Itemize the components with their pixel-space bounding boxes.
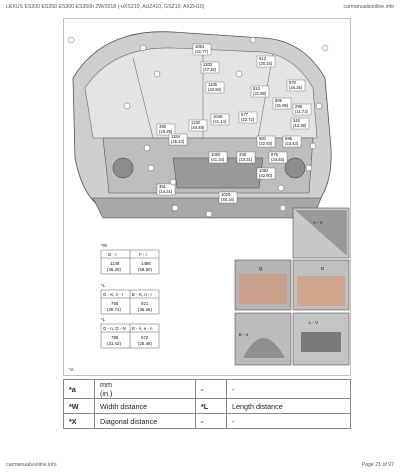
svg-text:(31.42): (31.42) xyxy=(107,341,121,346)
svg-text:(31.69): (31.69) xyxy=(275,103,289,108)
legend-description: Width distance xyxy=(95,399,196,414)
callout-3: 512 xyxy=(259,56,266,61)
svg-text:F - i: F - i xyxy=(139,252,147,257)
svg-text:G - r: G - r xyxy=(108,252,117,257)
svg-text:(41.77): (41.77) xyxy=(195,49,209,54)
svg-text:(34.25): (34.25) xyxy=(289,85,303,90)
svg-text:(34.45): (34.45) xyxy=(271,157,285,162)
callout-11: 490 xyxy=(159,124,166,129)
legend-description-2: - xyxy=(227,414,351,429)
svg-text:(22.72): (22.72) xyxy=(241,117,255,122)
figure-code: *A xyxy=(69,367,74,372)
svg-text:(23.43): (23.43) xyxy=(285,141,299,146)
svg-text:G - K, n - r: G - K, n - r xyxy=(103,292,124,297)
callout-14: 340 xyxy=(293,118,300,123)
svg-text:(36.26): (36.26) xyxy=(138,307,152,312)
callout-15: 580 xyxy=(259,136,266,141)
svg-text:(29.72): (29.72) xyxy=(107,307,121,312)
detail-inset-mid-right xyxy=(293,260,349,310)
svg-text:921: 921 xyxy=(141,301,149,306)
svg-text:(40.16): (40.16) xyxy=(221,197,235,202)
callout-5: 810 xyxy=(253,86,260,91)
svg-text:E - K, n - r: E - K, n - r xyxy=(132,292,153,297)
legend-row xyxy=(64,414,351,429)
svg-text:(31.89): (31.89) xyxy=(253,91,267,96)
svg-text:(43.50): (43.50) xyxy=(208,87,222,92)
callout-9: 1130 xyxy=(191,120,201,125)
callout-8: 577 xyxy=(241,112,248,117)
page-number: Page 21 of 97 xyxy=(361,462,394,468)
legend-symbol: *X xyxy=(64,414,95,429)
legend-table xyxy=(63,379,351,429)
legend-row xyxy=(64,380,351,399)
detail-inset-bottom-left xyxy=(235,313,291,365)
svg-text:(20.16): (20.16) xyxy=(259,61,273,66)
car-body-illustration xyxy=(63,18,351,376)
callout-22: 875 xyxy=(271,152,278,157)
callout-17: 1050 xyxy=(211,152,221,157)
svg-text:(44.49): (44.49) xyxy=(191,125,205,130)
svg-text:(22.83): (22.83) xyxy=(259,141,273,146)
callout-7: 805 xyxy=(275,98,282,103)
callout-12: 1154 xyxy=(171,134,181,139)
svg-text:(47.32): (47.32) xyxy=(203,67,217,72)
svg-text:1148: 1148 xyxy=(110,261,120,266)
detail-inset-bottom-right xyxy=(293,313,349,365)
callout-18: 338 xyxy=(239,152,246,157)
svg-text:G - n, G - N: G - n, G - N xyxy=(103,326,126,331)
legend-description: Diagonal distance xyxy=(95,414,196,429)
svg-text:(42.60): (42.60) xyxy=(259,173,273,178)
legend-symbol-2: *L xyxy=(196,399,227,414)
detail-inset-top xyxy=(293,208,349,258)
svg-text:(41.14): (41.14) xyxy=(213,119,227,124)
svg-text:(45.20): (45.20) xyxy=(107,267,121,272)
svg-text:(13.39): (13.39) xyxy=(293,123,307,128)
header-title: LEXUS ES200 ES250 ES300 ES350h 2W/2018 (-uXS210, AUZ410, GSZ10, AXZH10) xyxy=(6,4,205,10)
callout-21: 1020 xyxy=(221,192,231,197)
callout-13: 298 xyxy=(295,104,302,109)
legend-description: mm (in.) xyxy=(95,380,196,399)
svg-text:(45.43): (45.43) xyxy=(171,139,185,144)
callout-16: 595 xyxy=(285,136,292,141)
svg-text:(41.34): (41.34) xyxy=(211,157,225,162)
svg-text:*W: *W xyxy=(101,243,107,248)
callout-10: 1045 xyxy=(213,114,223,119)
svg-text:672: 672 xyxy=(141,335,149,340)
legend-row xyxy=(64,399,351,414)
svg-text:(58.50): (58.50) xyxy=(138,267,152,272)
svg-text:Q: Q xyxy=(259,266,263,271)
footer-site: carmanualsonline.info xyxy=(6,462,57,468)
svg-text:798: 798 xyxy=(111,335,119,340)
legend-description-2: - xyxy=(227,380,351,399)
callout-1: 1061 xyxy=(195,44,205,49)
svg-text:(11.73): (11.73) xyxy=(295,109,308,114)
page-footer xyxy=(6,462,394,472)
legend-description-2: Length distance xyxy=(227,399,351,414)
svg-text:(26.46): (26.46) xyxy=(138,341,152,346)
callout-2: 1202 xyxy=(203,62,213,67)
svg-text:*L: *L xyxy=(101,283,106,288)
body-dimension-figure xyxy=(63,18,351,376)
legend-symbol-2: - xyxy=(196,414,227,429)
svg-text:E - v: E - v xyxy=(239,332,249,337)
svg-text:(19.29): (19.29) xyxy=(159,129,173,134)
legend-symbol: *W xyxy=(64,399,95,414)
callout-20: 361 xyxy=(159,184,166,189)
page-header xyxy=(6,4,394,16)
svg-text:(14.21): (14.21) xyxy=(159,189,173,194)
header-site: carmanualsonline.info xyxy=(343,4,394,10)
svg-text:(13.31): (13.31) xyxy=(239,157,253,162)
detail-inset-mid xyxy=(235,260,291,310)
svg-text:E - n, e - n: E - n, e - n xyxy=(132,326,153,331)
callout-6: 870 xyxy=(289,80,296,85)
callout-19: 1082 xyxy=(259,168,269,173)
svg-text:755: 755 xyxy=(111,301,119,306)
svg-text:A - V: A - V xyxy=(313,220,323,225)
callout-4: 1105 xyxy=(208,82,218,87)
svg-text:1486: 1486 xyxy=(141,261,151,266)
legend-symbol: *a xyxy=(64,380,95,399)
legend-symbol-2: - xyxy=(196,380,227,399)
svg-text:*L: *L xyxy=(101,317,106,322)
svg-text:D: D xyxy=(321,266,325,271)
svg-text:L - V: L - V xyxy=(309,320,319,325)
